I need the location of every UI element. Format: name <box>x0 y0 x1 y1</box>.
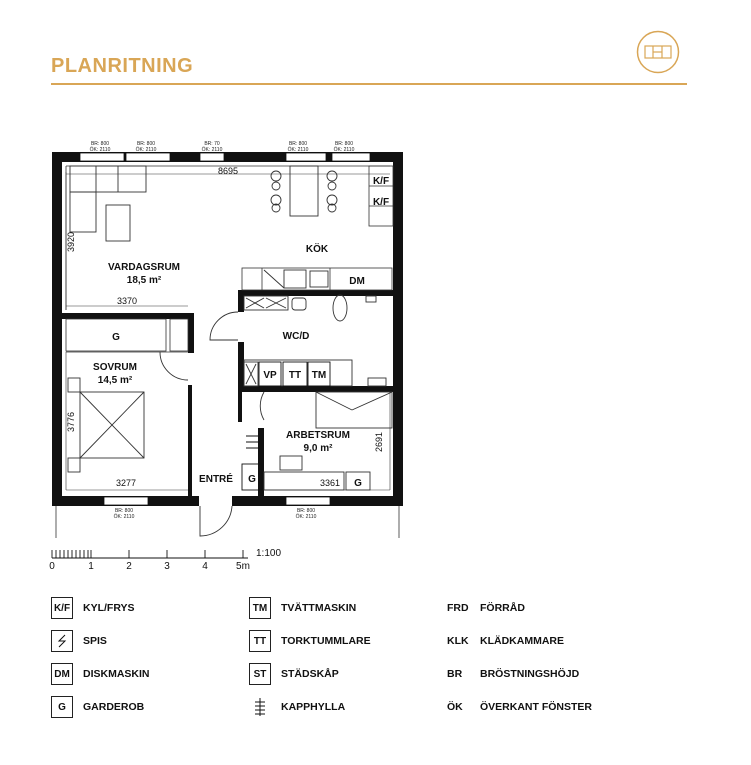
fixture-tt: TT <box>288 370 302 381</box>
fixture-g-hall: G <box>112 332 120 343</box>
scale-tick-4: 4 <box>202 561 208 572</box>
coat-rack <box>246 436 258 448</box>
inner-lines <box>66 166 393 352</box>
scale-bar <box>52 550 248 558</box>
bed <box>68 378 144 472</box>
legend-label-dm: DISKMASKIN <box>83 668 150 680</box>
abbr-ok: ÖK <box>447 701 463 713</box>
legend-label-kf: KYL/FRYS <box>83 602 135 614</box>
legend-code-tm: TM <box>249 597 271 619</box>
scale-tick-1: 1 <box>88 561 94 572</box>
dim-2691: 2691 <box>374 431 384 453</box>
coat-rack-icon <box>249 696 271 718</box>
room-label-arbetsrum: ARBETSRUM <box>286 430 350 441</box>
dimension-lines <box>66 172 390 490</box>
window-ok-7: ÖK: 2110 <box>295 514 317 520</box>
scale-tick-0: 0 <box>49 561 55 572</box>
room-label-vardagsrum: VARDAGSRUM <box>107 262 181 273</box>
window-br-1: BR: 800 <box>90 141 110 147</box>
coffee-table <box>106 205 130 241</box>
window-br-2: BR: 800 <box>136 141 156 147</box>
abbr-br: BR <box>447 668 463 680</box>
abbr-frd: FRD <box>447 602 469 614</box>
fixture-g-entre: G <box>248 474 256 485</box>
abbr-klk: KLK <box>447 635 469 647</box>
exterior-walls <box>52 152 403 506</box>
legend-label-tm: TVÄTTMASKIN <box>281 602 357 614</box>
fixture-kf-2: K/F <box>372 197 390 208</box>
scale-tick-2: 2 <box>126 561 132 572</box>
scale-ratio: 1:100 <box>256 548 282 559</box>
legend-code-dm: DM <box>51 663 73 685</box>
legend-label-kapphylla: KAPPHYLLA <box>281 701 346 713</box>
window-ok-3: ÖK: 2110 <box>201 147 223 153</box>
abbr-meaning-frd: FÖRRÅD <box>480 602 525 614</box>
room-label-wc: WC/D <box>282 331 310 342</box>
scale-tick-3: 3 <box>164 561 170 572</box>
room-area-sovrum: 14,5 m² <box>97 375 133 386</box>
stove-icon <box>51 630 73 652</box>
room-label-kok: KÖK <box>305 244 329 255</box>
dim-3776: 3776 <box>66 411 76 433</box>
window-br-5: BR: 800 <box>334 141 354 147</box>
room-area-vardagsrum: 18,5 m² <box>126 275 162 286</box>
sofa <box>70 166 146 232</box>
window-ok-4: ÖK: 2110 <box>287 147 309 153</box>
legend-code-st: ST <box>249 663 271 685</box>
dim-8695: 8695 <box>217 166 239 176</box>
window-ok-5: ÖK: 2110 <box>333 147 355 153</box>
legend-code-kf: K/F <box>51 597 73 619</box>
abbr-meaning-br: BRÖSTNINGSHÖJD <box>480 668 580 680</box>
desk <box>264 392 392 490</box>
fixture-g-arbetsrum: G <box>354 478 362 489</box>
abbr-meaning-ok: ÖVERKANT FÖNSTER <box>480 701 593 713</box>
room-label-entre: ENTRÉ <box>199 474 233 485</box>
dim-3920: 3920 <box>66 231 76 253</box>
dim-3370: 3370 <box>116 296 138 306</box>
legend-code-g: G <box>51 696 73 718</box>
fixture-boxes <box>242 362 330 490</box>
window-ok-1: ÖK: 2110 <box>89 147 111 153</box>
legend-label-spis: SPIS <box>83 635 107 647</box>
dining-table <box>271 166 337 216</box>
frame-lines <box>56 506 399 538</box>
window-ok-2: ÖK: 2110 <box>135 147 157 153</box>
legend-code-tt: TT <box>249 630 271 652</box>
window-br-3: BR: 70 <box>204 141 220 147</box>
stove <box>264 270 328 288</box>
legend-label-tt: TORKTUMMLARE <box>281 635 371 647</box>
window-ok-6: ÖK: 2110 <box>113 514 135 520</box>
window-br-6: BR: 800 <box>114 508 134 514</box>
page-title: PLANRITNING <box>51 55 194 77</box>
legend-label-st: STÄDSKÅP <box>281 668 339 680</box>
fixture-kf-1: K/F <box>372 176 390 187</box>
fixture-vp: VP <box>263 370 277 381</box>
window-br-7: BR: 800 <box>296 508 316 514</box>
interior-walls <box>62 290 393 497</box>
dim-3361: 3361 <box>319 478 341 488</box>
legend-label-g: GARDEROB <box>83 701 145 713</box>
scale-tick-5: 5m <box>236 561 250 572</box>
window-br-4: BR: 800 <box>288 141 308 147</box>
dim-3277: 3277 <box>115 478 137 488</box>
room-label-sovrum: SOVRUM <box>93 362 137 373</box>
room-area-arbetsrum: 9,0 m² <box>303 443 333 454</box>
fixture-dm: DM <box>349 276 365 287</box>
abbr-meaning-klk: KLÄDKAMMARE <box>480 635 564 647</box>
fixture-tm: TM <box>311 370 327 381</box>
